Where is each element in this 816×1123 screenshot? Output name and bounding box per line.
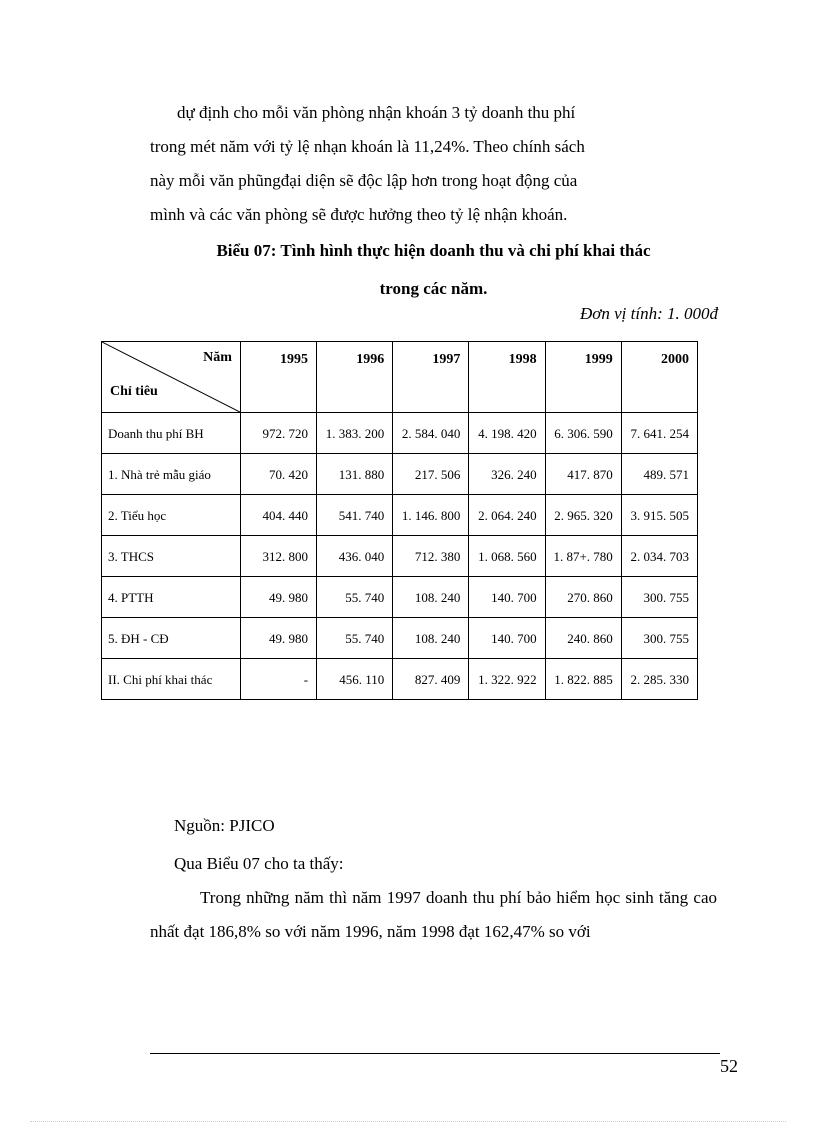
value-cell: 1. 383. 200 [317, 413, 393, 454]
table-row [102, 577, 698, 618]
value-cell: 404. 440 [240, 495, 316, 536]
value-cell: 2. 034. 703 [621, 536, 697, 577]
footer-rule [150, 1053, 720, 1054]
value-cell: 140. 700 [469, 618, 545, 659]
value-cell: 2. 285. 330 [621, 659, 697, 700]
value-cell: 456. 110 [317, 659, 393, 700]
value-cell: 6. 306. 590 [545, 413, 621, 454]
corner-indicator-label: Chỉ tiêu [110, 384, 158, 399]
corner-header-cell [102, 342, 241, 413]
value-cell: 417. 870 [545, 454, 621, 495]
value-cell: 489. 571 [621, 454, 697, 495]
table-title [150, 232, 717, 308]
value-cell: 55. 740 [317, 618, 393, 659]
value-cell: 1. 87+. 780 [545, 536, 621, 577]
value-cell: 326. 240 [469, 454, 545, 495]
value-cell: 972. 720 [240, 413, 316, 454]
table-row [102, 618, 698, 659]
value-cell: 240. 860 [545, 618, 621, 659]
value-cell: 55. 740 [317, 577, 393, 618]
intro-line: này mỗi văn phũngđại diện sẽ độc lập hơn trong hoạt động của [150, 171, 578, 190]
value-cell: 312. 800 [240, 536, 316, 577]
year-header: 1996 [317, 342, 393, 413]
value-cell: 541. 740 [317, 495, 393, 536]
value-cell: 49. 980 [240, 618, 316, 659]
value-cell: 2. 064. 240 [469, 495, 545, 536]
year-header: 1997 [393, 342, 469, 413]
year-header: 2000 [621, 342, 697, 413]
analysis-intro: Qua Biểu 07 cho ta thấy: [174, 854, 344, 873]
row-label-cell: 5. ĐH - CĐ [102, 618, 241, 659]
value-cell: 712. 380 [393, 536, 469, 577]
table-row [102, 454, 698, 495]
row-label-cell: II. Chi phí khai thác [102, 659, 241, 700]
value-cell: 1. 068. 560 [469, 536, 545, 577]
revenue-cost-table [101, 341, 698, 700]
table-row [102, 536, 698, 577]
value-cell: 217. 506 [393, 454, 469, 495]
value-cell: 1. 146. 800 [393, 495, 469, 536]
value-cell: 108. 240 [393, 577, 469, 618]
value-cell: 1. 822. 885 [545, 659, 621, 700]
intro-line: mình và các văn phòng sẽ được hưởng theo tỷ lệ nhận khoán. [150, 205, 568, 224]
value-cell: 70. 420 [240, 454, 316, 495]
year-header: 1995 [240, 342, 316, 413]
value-cell: 300. 755 [621, 618, 697, 659]
value-cell: 7. 641. 254 [621, 413, 697, 454]
value-cell: 2. 965. 320 [545, 495, 621, 536]
table-title-line1: Biểu 07: Tình hình thực hiện doanh thu và chi phí khai thác [216, 241, 651, 260]
row-label-cell: 1. Nhà trẻ mẫu giáo [102, 454, 241, 495]
value-cell: 3. 915. 505 [621, 495, 697, 536]
source-note: Nguồn: PJICO [174, 816, 275, 835]
table-title-line2: trong các năm. [379, 279, 488, 298]
corner-year-label: Năm [203, 350, 232, 365]
page-edge-divider [30, 1121, 786, 1122]
value-cell: 300. 755 [621, 577, 697, 618]
value-cell: 49. 980 [240, 577, 316, 618]
value-cell: 140. 700 [469, 577, 545, 618]
row-label-cell: 4. PTTH [102, 577, 241, 618]
value-cell: 270. 860 [545, 577, 621, 618]
table-header-row [102, 342, 698, 413]
value-cell: 108. 240 [393, 618, 469, 659]
unit-note: Đơn vị tính: 1. 000đ [580, 304, 718, 323]
row-label-cell: Doanh thu phí BH [102, 413, 241, 454]
value-cell: 4. 198. 420 [469, 413, 545, 454]
value-cell: 131. 880 [317, 454, 393, 495]
table-row [102, 495, 698, 536]
analysis-paragraph [150, 847, 717, 949]
year-header: 1998 [469, 342, 545, 413]
value-cell: - [240, 659, 316, 700]
value-cell: 827. 409 [393, 659, 469, 700]
page-number: 52 [720, 1056, 738, 1076]
intro-line: trong mét năm với tỷ lệ nhạn khoán là 11,24%. Theo chính sách [150, 137, 585, 156]
table-row [102, 413, 698, 454]
row-label-cell: 3. THCS [102, 536, 241, 577]
value-cell: 1. 322. 922 [469, 659, 545, 700]
intro-line: dự định cho mỗi văn phòng nhận khoán 3 tỷ doanh thu phí [177, 103, 576, 122]
table-row [102, 659, 698, 700]
value-cell: 436. 040 [317, 536, 393, 577]
value-cell: 2. 584. 040 [393, 413, 469, 454]
year-header: 1999 [545, 342, 621, 413]
row-label-cell: 2. Tiểu học [102, 495, 241, 536]
intro-paragraph [150, 96, 717, 232]
analysis-text: Trong những năm thì năm 1997 doanh thu phí bảo hiểm học sinh tăng cao nhất đạt 186,8% so với năm 1996, năm 1998 đạt 162,47% so với [150, 888, 717, 941]
